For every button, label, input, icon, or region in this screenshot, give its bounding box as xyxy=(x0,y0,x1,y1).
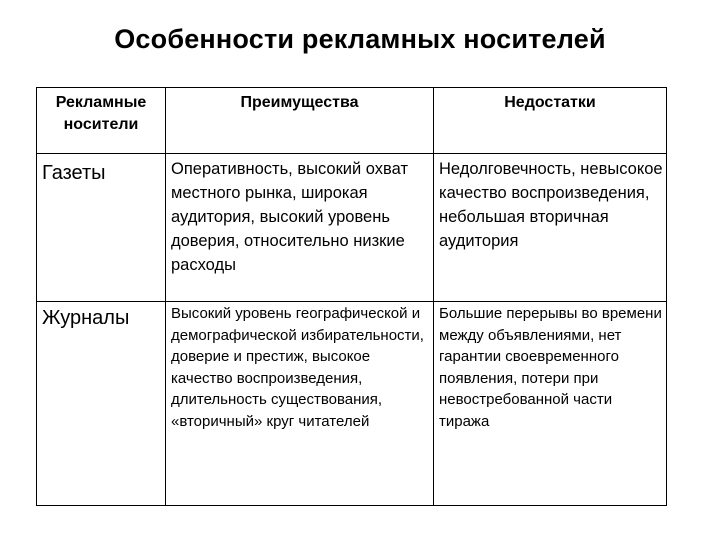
medium-cell xyxy=(37,154,166,302)
medium-cell xyxy=(37,302,166,506)
header-advantages-label: Преимущества xyxy=(240,94,359,111)
comparison-table xyxy=(36,87,667,506)
medium-name: Журналы xyxy=(42,307,130,329)
header-advantages xyxy=(166,88,434,154)
header-media-label: Рекламные носители xyxy=(55,94,147,133)
disadvantages-cell xyxy=(434,154,667,302)
advantages-cell xyxy=(166,302,434,506)
table-row xyxy=(37,302,667,506)
table-row xyxy=(37,154,667,302)
header-media xyxy=(37,88,166,154)
medium-name: Газеты xyxy=(42,162,106,184)
disadvantages-cell xyxy=(434,302,667,506)
advantages-text: Оперативность, высокий охват местного рынка, широкая аудитория, высокий уровень доверия, относительно низкие расходы xyxy=(171,160,409,274)
advantages-text: Высокий уровень географической и демографической избирательности, доверие и престиж, высокое качество воспроизведения, длительность существования, «вторичный» круг читателей xyxy=(171,305,424,430)
slide-title: Особенности рекламных носителей xyxy=(114,24,606,54)
header-disadvantages-label: Недостатки xyxy=(504,94,596,111)
disadvantages-text: Недолговечность, невысокое качество воспроизведения, небольшая вторичная аудитория xyxy=(439,160,663,250)
advantages-cell xyxy=(166,154,434,302)
table-header-row xyxy=(37,88,667,154)
disadvantages-text: Большие перерывы во времени между объявлениями, нет гарантии своевременного появления, потери при невостребованной части тиража xyxy=(439,305,662,430)
header-disadvantages xyxy=(434,88,667,154)
